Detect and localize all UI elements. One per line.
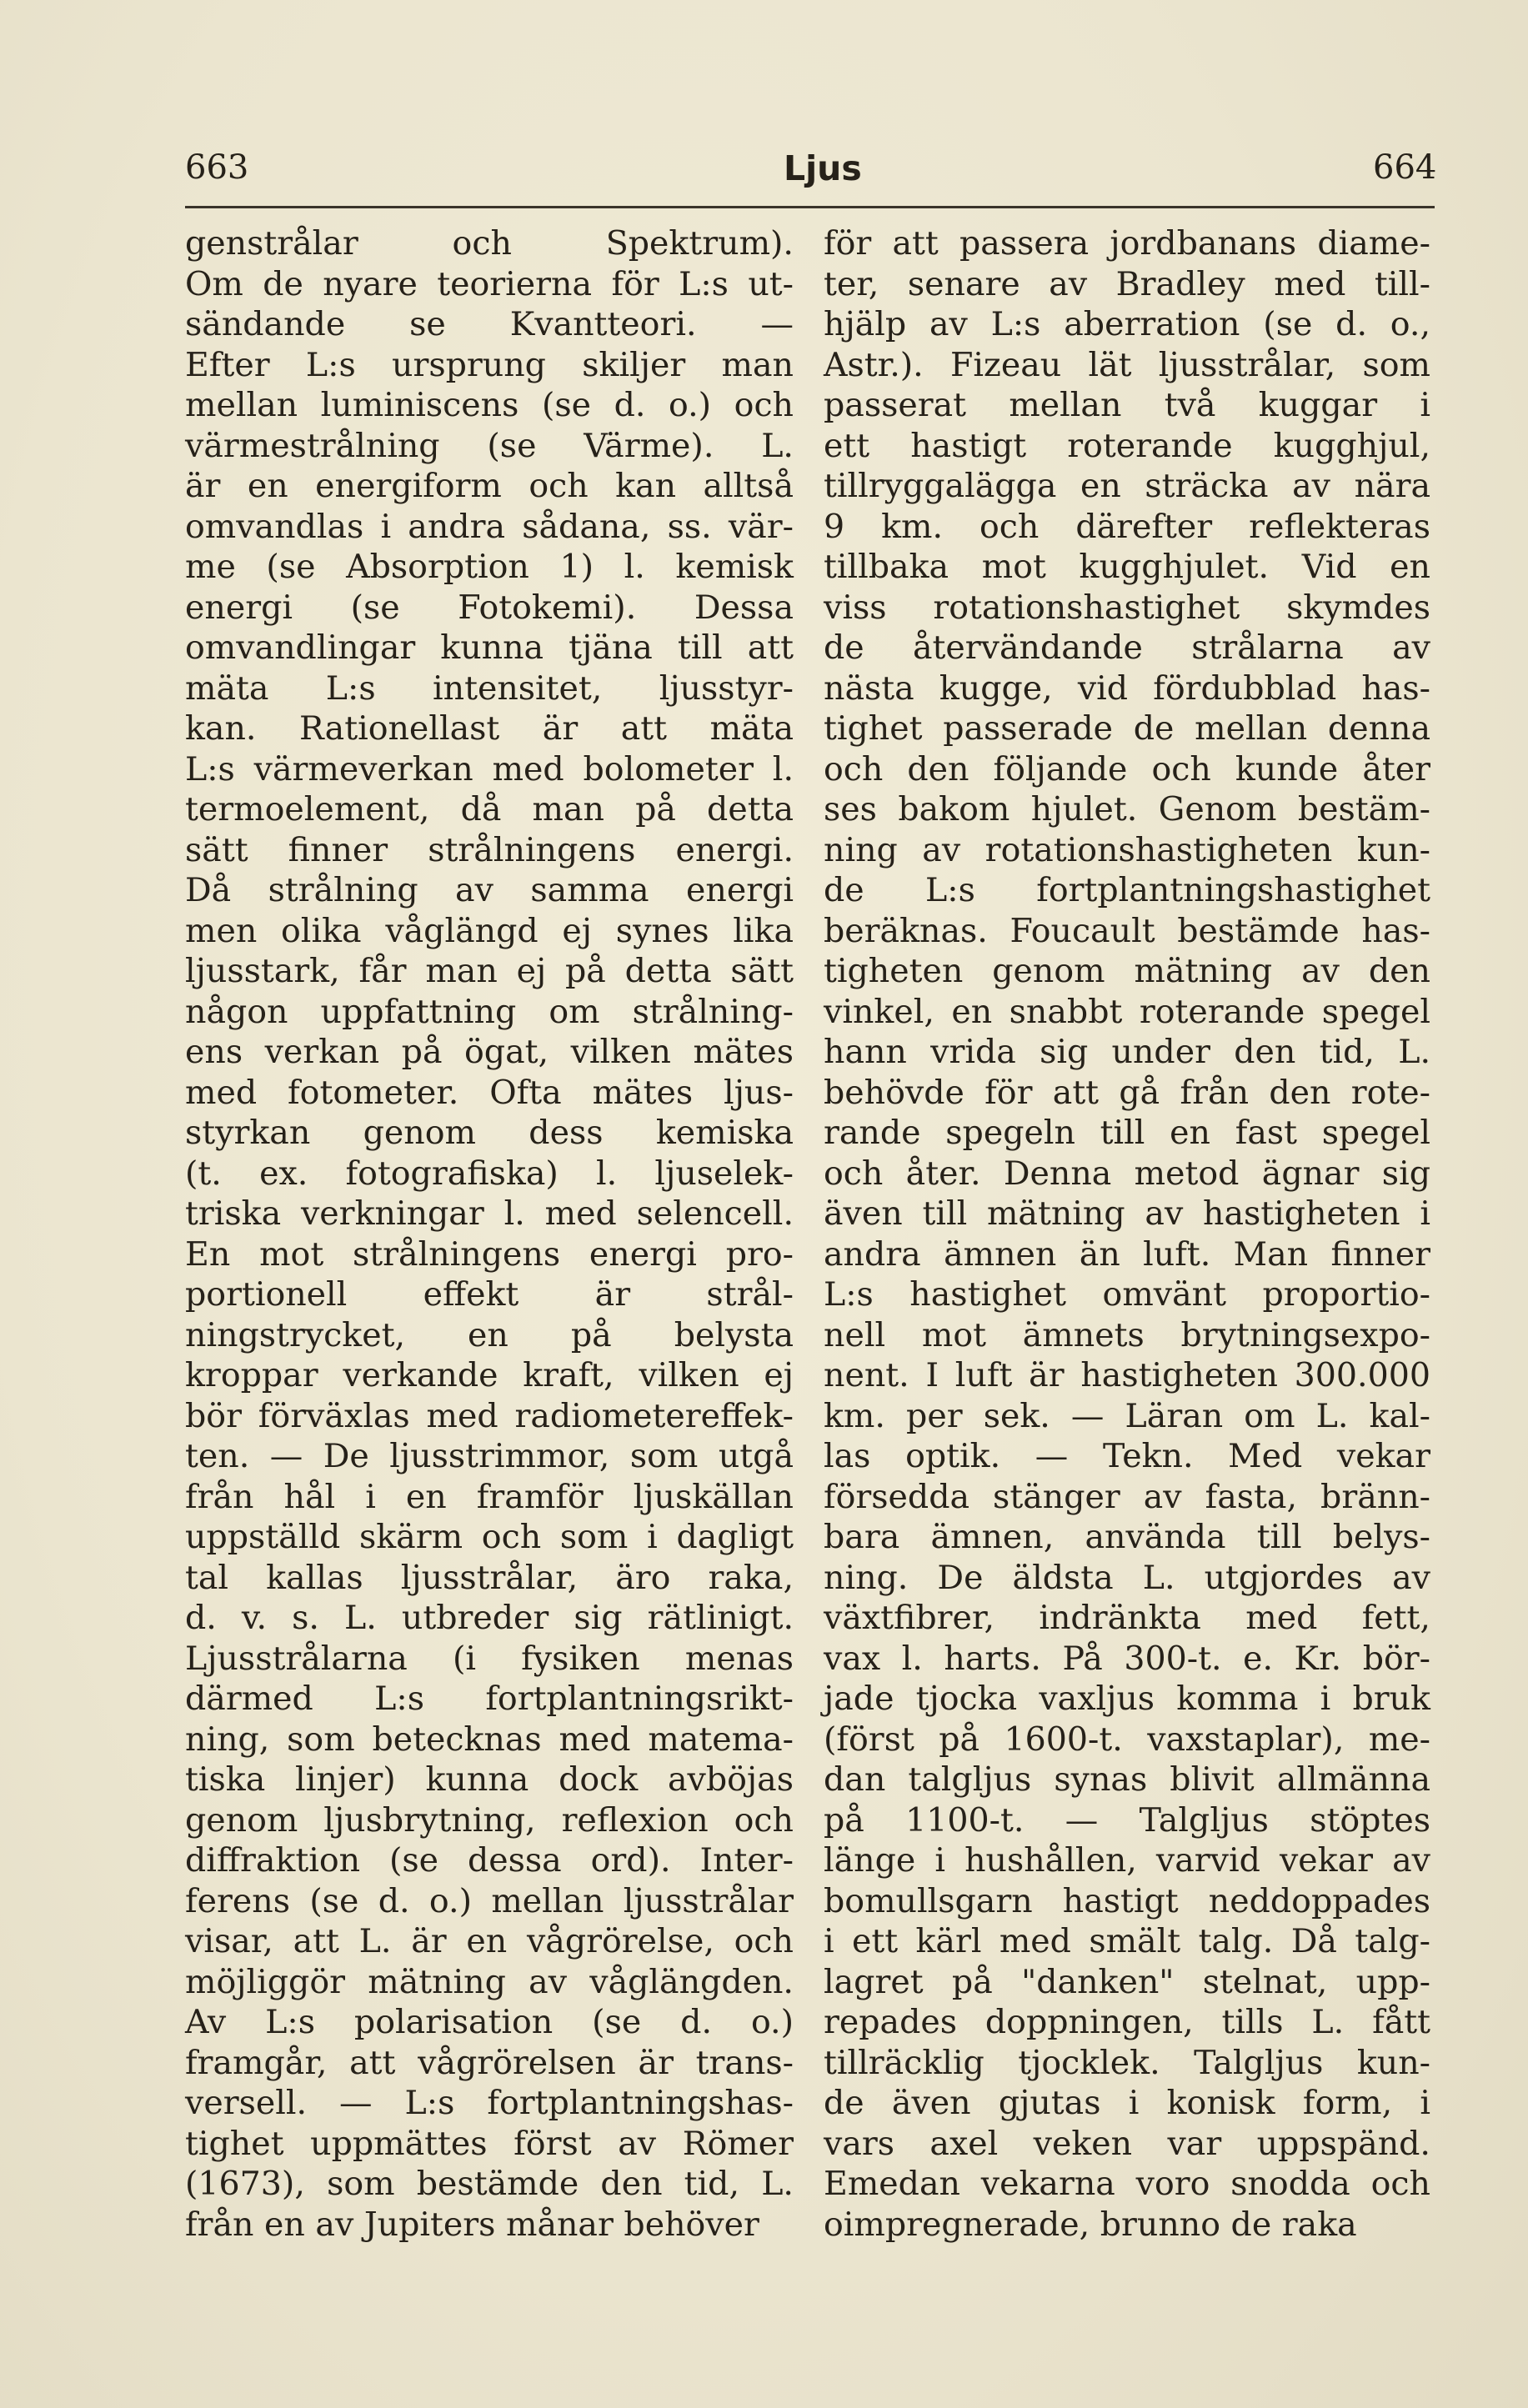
text-line: framgår, att vågrörelsen är trans-	[185, 2043, 794, 2082]
text-line: viss rotationshastighet skymdes	[824, 588, 1430, 627]
text-line: nell mot ämnets brytningsexpo-	[824, 1315, 1430, 1354]
text-line: me (se Absorption 1) l. kemisk	[185, 548, 794, 586]
text-line: tillryggalägga en sträcka av nära	[824, 467, 1430, 505]
text-line: nästa kugge, vid fördubblad has-	[824, 668, 1430, 708]
text-line: (1673), som bestämde den tid, L.	[185, 2165, 794, 2203]
right-page-number: 664	[1373, 148, 1437, 187]
text-line: ett hastigt roterande kugghjul,	[824, 426, 1430, 465]
text-line: genstrålar och Spektrum).	[185, 224, 794, 263]
text-line: andra ämnen än luft. Man finner	[824, 1234, 1430, 1274]
text-line: L:s värmeverkan med bolometer l.	[185, 749, 794, 788]
text-line: tighet uppmättes först av Römer	[185, 2124, 794, 2163]
text-line: mellan luminiscens (se d. o.) och	[185, 386, 794, 424]
text-line: rande spegeln till en fast spegel	[824, 1114, 1430, 1152]
text-line: omvandlingar kunna tjäna till att	[185, 628, 794, 667]
text-line: de även gjutas i konisk form, i	[824, 2084, 1430, 2122]
text-line: bara ämnen, använda till belys-	[824, 1518, 1430, 1556]
text-line: Om de nyare teorierna för L:s ut-	[185, 264, 794, 303]
text-line: kan. Rationellast är att mäta	[185, 709, 794, 748]
text-line: oimpregnerade, brunno de raka	[824, 2205, 1357, 2244]
text-line: passerat mellan två kuggar i	[824, 386, 1430, 424]
text-line: termoelement, då man på detta	[185, 790, 794, 829]
text-line: uppställd skärm och som i dagligt	[185, 1518, 794, 1556]
text-line: tillräcklig tjocklek. Talgljus kun-	[824, 2043, 1430, 2082]
text-line: någon uppfattning om strålning-	[185, 992, 794, 1031]
text-line: beräknas. Foucault bestämde has-	[824, 911, 1430, 950]
text-line: bör förväxlas med radiometereffek-	[185, 1396, 794, 1435]
text-line: sätt finner strålningens energi.	[185, 830, 794, 869]
text-line: tighet passerade de mellan denna	[824, 709, 1430, 748]
text-line: ningstrycket, en på belysta	[185, 1315, 794, 1354]
text-line: och den följande och kunde åter	[824, 749, 1430, 788]
text-line: En mot strålningens energi pro-	[185, 1234, 794, 1274]
text-line: triska verkningar l. med selencell.	[185, 1194, 794, 1233]
text-line: från en av Jupiters månar behöver	[185, 2205, 759, 2244]
text-line: genom ljusbrytning, reflexion och	[185, 1800, 794, 1840]
text-line: ses bakom hjulet. Genom bestäm-	[824, 790, 1430, 829]
text-line: de återvändande strålarna av	[824, 628, 1430, 667]
text-line: ning av rotationshastigheten kun-	[824, 830, 1430, 869]
text-line: Av L:s polarisation (se d. o.)	[185, 2003, 794, 2041]
text-line: växtfibrer, indränkta med fett,	[824, 1599, 1430, 1637]
right-text-column	[824, 223, 1430, 2357]
text-line: styrkan genom dess kemiska	[185, 1114, 794, 1152]
text-line: behövde för att gå från den rote-	[824, 1073, 1430, 1112]
text-line: d. v. s. L. utbreder sig rätlinigt.	[185, 1599, 794, 1637]
text-line: därmed L:s fortplantningsrikt-	[185, 1680, 794, 1718]
text-line: tiska linjer) kunna dock avböjas	[185, 1760, 794, 1799]
header-rule	[185, 206, 1435, 208]
text-line: omvandlas i andra sådana, ss. vär-	[185, 507, 794, 546]
text-line: med fotometer. Ofta mätes ljus-	[185, 1073, 794, 1112]
text-line: hjälp av L:s aberration (se d. o.,	[824, 305, 1430, 343]
text-line: ning. De äldsta L. utgjordes av	[824, 1558, 1430, 1597]
text-line: Efter L:s ursprung skiljer man	[185, 345, 794, 384]
text-line: ten. — De ljusstrimmor, som utgå	[185, 1437, 794, 1475]
text-line: repades doppningen, tills L. fått	[824, 2003, 1430, 2041]
text-line: Astr.). Fizeau lät ljusstrålar, som	[824, 345, 1430, 384]
text-line: dan talgljus synas blivit allmänna	[824, 1760, 1430, 1799]
text-line: bomullsgarn hastigt neddoppades	[824, 1881, 1430, 1920]
text-line: km. per sek. — Läran om L. kal-	[824, 1396, 1430, 1435]
text-line: diffraktion (se dessa ord). Inter-	[185, 1841, 794, 1880]
text-line: för att passera jordbanans diame-	[824, 224, 1430, 263]
running-head-title: Ljus	[784, 148, 862, 188]
text-line: Ljusstrålarna (i fysiken menas	[185, 1639, 794, 1678]
text-line: lagret på "danken" stelnat, upp-	[824, 1962, 1430, 2001]
text-line: mäta L:s intensitet, ljusstyr-	[185, 668, 794, 708]
text-line: tillbaka mot kugghjulet. Vid en	[824, 548, 1430, 586]
text-line: (först på 1600-t. vaxstaplar), me-	[824, 1720, 1430, 1759]
text-line: är en energiform och kan alltså	[185, 467, 794, 505]
text-line: las optik. — Tekn. Med vekar	[824, 1437, 1430, 1475]
text-line: ning, som betecknas med matema-	[185, 1720, 794, 1759]
text-line: möjliggör mätning av våglängden.	[185, 1962, 794, 2001]
text-line: vars axel veken var uppspänd.	[824, 2124, 1430, 2163]
text-line: jade tjocka vaxljus komma i bruk	[824, 1680, 1430, 1718]
left-text-column	[185, 223, 794, 2357]
text-line: men olika våglängd ej synes lika	[185, 911, 794, 950]
text-line: och åter. Denna metod ägnar sig	[824, 1154, 1430, 1193]
text-line: sändande se Kvantteori. —	[185, 305, 794, 343]
text-line: 9 km. och därefter reflekteras	[824, 507, 1430, 546]
text-line: försedda stänger av fasta, bränn-	[824, 1477, 1430, 1516]
text-line: värmestrålning (se Värme). L.	[185, 426, 794, 465]
text-line: även till mätning av hastigheten i	[824, 1194, 1430, 1233]
text-line: Då strålning av samma energi	[185, 871, 794, 909]
text-line: ter, senare av Bradley med till-	[824, 264, 1430, 303]
text-line: energi (se Fotokemi). Dessa	[185, 588, 794, 627]
text-line: på 1100-t. — Talgljus stöptes	[824, 1800, 1430, 1840]
text-line: i ett kärl med smält talg. Då talg-	[824, 1922, 1430, 1960]
text-line: hann vrida sig under den tid, L.	[824, 1033, 1430, 1071]
text-line: tal kallas ljusstrålar, äro raka,	[185, 1558, 794, 1597]
text-line: ljusstark, får man ej på detta sätt	[185, 952, 794, 990]
text-line: ferens (se d. o.) mellan ljusstrålar	[185, 1881, 794, 1920]
text-line: vinkel, en snabbt roterande spegel	[824, 992, 1430, 1031]
text-line: kroppar verkande kraft, vilken ej	[185, 1356, 794, 1394]
text-line: ens verkan på ögat, vilken mätes	[185, 1033, 794, 1071]
text-line: de L:s fortplantningshastighet	[824, 871, 1430, 909]
text-line: tigheten genom mätning av den	[824, 952, 1430, 990]
text-line: länge i hushållen, varvid vekar av	[824, 1841, 1430, 1880]
text-line: versell. — L:s fortplantningshas-	[185, 2084, 794, 2122]
text-line: Emedan vekarna voro snodda och	[824, 2165, 1430, 2203]
text-line: nent. I luft är hastigheten 300.000	[824, 1356, 1430, 1394]
text-line: (t. ex. fotografiska) l. ljuselek-	[185, 1154, 794, 1193]
text-line: visar, att L. är en vågrörelse, och	[185, 1922, 794, 1960]
text-line: L:s hastighet omvänt proportio-	[824, 1275, 1430, 1314]
text-line: portionell effekt är strål-	[185, 1275, 794, 1314]
text-line: från hål i en framför ljuskällan	[185, 1477, 794, 1516]
left-page-number: 663	[185, 148, 249, 187]
text-line: vax l. harts. På 300-t. e. Kr. bör-	[824, 1639, 1430, 1678]
